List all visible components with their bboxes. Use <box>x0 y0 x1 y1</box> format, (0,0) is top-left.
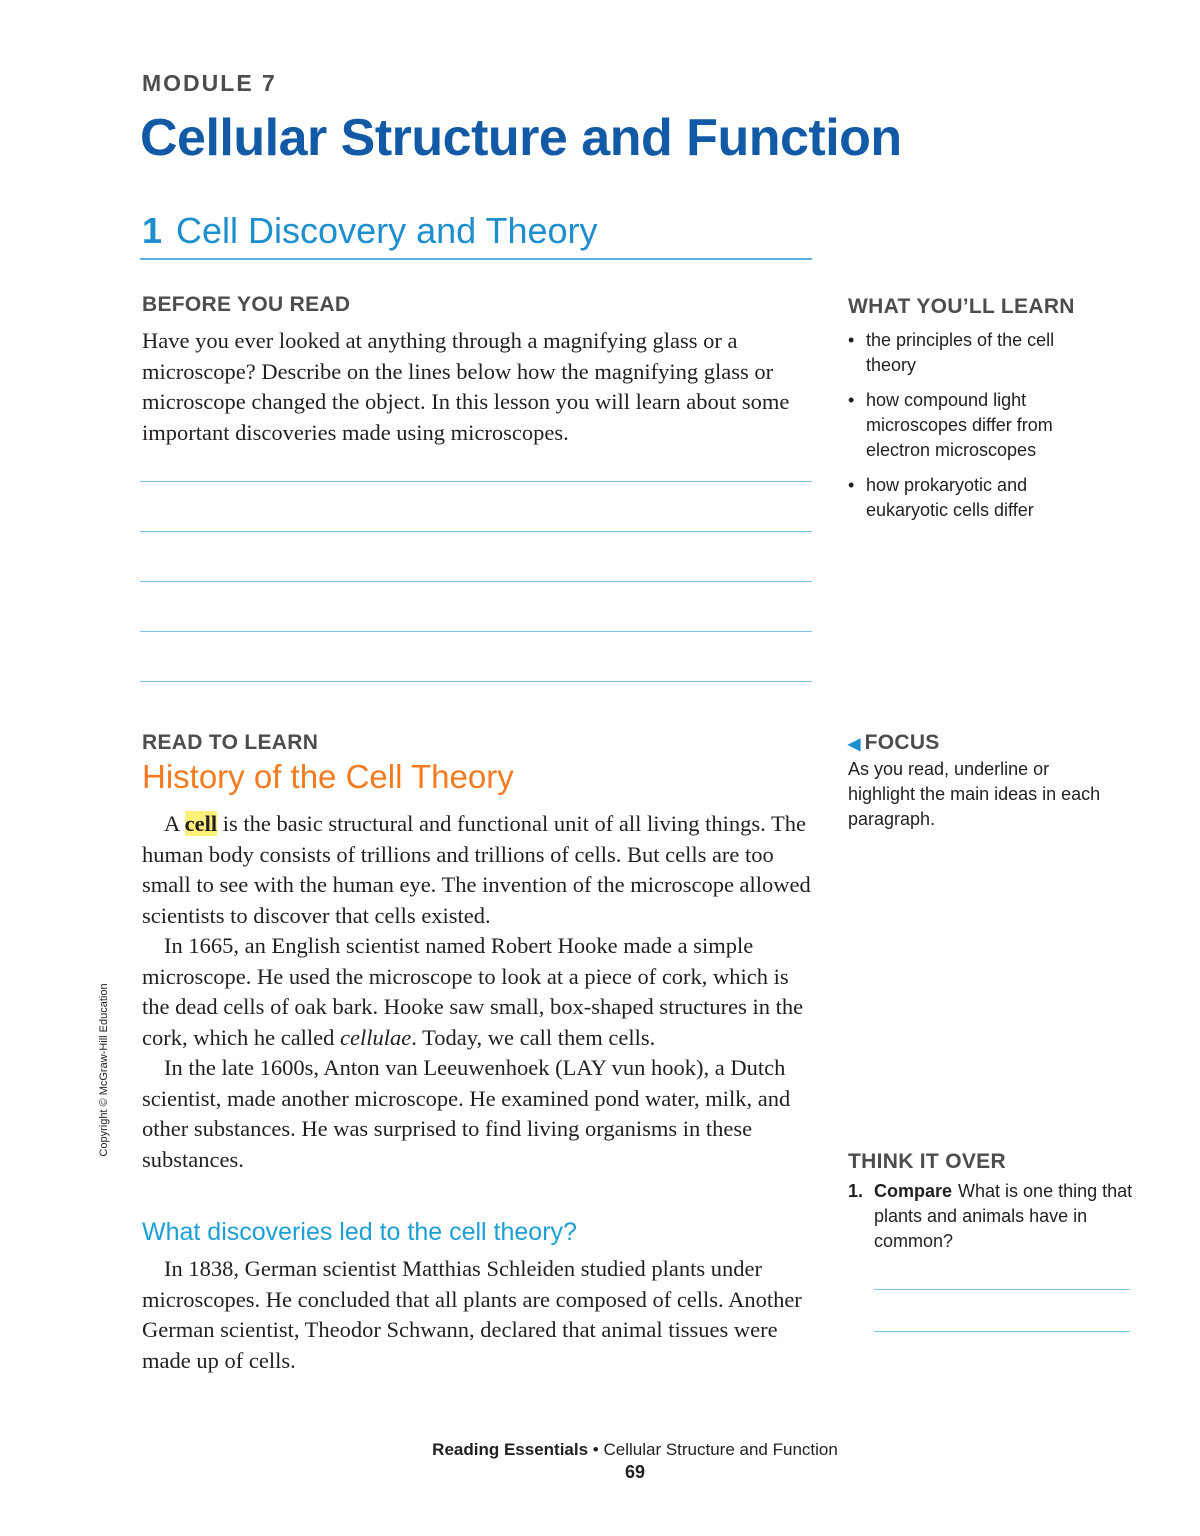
bullet-icon: • <box>848 330 855 350</box>
chapter-title: Cellular Structure and Function <box>603 1440 838 1459</box>
bullet-icon: • <box>848 390 855 410</box>
copyright-notice: Copyright © McGraw-Hill Education <box>98 983 110 1157</box>
focus-text: As you read, underline or highlight the main ideas in each paragraph. <box>848 759 1101 829</box>
bullet-icon: • <box>848 475 855 495</box>
answer-line[interactable] <box>140 631 812 632</box>
question-heading: What discoveries led to the cell theory? <box>142 1218 577 1246</box>
section-title: History of the Cell Theory <box>142 758 514 795</box>
italic-term: cellulae <box>340 1024 412 1050</box>
left-triangle-icon: ◀ <box>848 736 861 753</box>
question-text: What is one thing that plants and animals have in common? <box>874 1181 1133 1251</box>
focus-heading: ◀ FOCUS <box>848 731 940 754</box>
read-to-learn-heading: READ TO LEARN <box>142 731 319 754</box>
module-label: MODULE 7 <box>142 70 277 96</box>
answer-line[interactable] <box>874 1331 1130 1332</box>
reading-body-2 <box>142 1254 814 1376</box>
answer-line[interactable] <box>140 531 812 532</box>
answer-line[interactable] <box>140 481 812 482</box>
answer-line[interactable] <box>140 681 812 682</box>
think-question <box>848 1179 1138 1254</box>
before-you-read-text: Have you ever looked at anything through a magnifying glass or a microscope? Describe on the lines below how the magnifying glass or microscope changed the object. In this lesson you will learn about some important discoveries made using microscopes. <box>142 328 790 445</box>
footer-separator: • <box>588 1440 604 1459</box>
think-it-over-heading: THINK IT OVER <box>848 1150 1006 1173</box>
vocabulary-term: cell <box>184 811 218 836</box>
paragraph: A cell is the basic structural and functional unit of all living things. The human body consists of trillions and trillions of cells. But cells are too small to see with the human eye. The invention of the microscope allowed scientists to discover that cells existed. <box>142 811 811 928</box>
lesson-title <box>142 210 598 252</box>
list-item: • how prokaryotic and eukaryotic cells differ <box>848 475 1034 520</box>
book-title: Reading Essentials <box>432 1440 589 1459</box>
list-item: • the principles of the cell theory <box>848 330 1055 375</box>
paragraph: In 1665, an English scientist named Robert Hooke made a simple microscope. He used the microscope to look at a piece of cork, which is the dead cells of oak bark. Hooke saw small, box-shaped structures in the cork, which he called cellulae. Today, we call them cells. <box>142 933 804 1050</box>
question-keyword: Compare <box>874 1181 953 1201</box>
footer <box>0 1440 1200 1460</box>
answer-line[interactable] <box>140 581 812 582</box>
paragraph: In 1838, German scientist Matthias Schleiden studied plants under microscopes. He concluded that all plants are composed of cells. Another German scientist, Theodor Schwann, declared that animal tissues were made up of cells. <box>142 1256 802 1373</box>
reading-body <box>142 809 814 1175</box>
what-youll-learn-heading: WHAT YOU’LL LEARN <box>848 295 1075 318</box>
question-number: 1. <box>848 1181 864 1201</box>
learning-goals-list <box>848 328 1108 533</box>
lesson-title-text: Cell Discovery and Theory <box>176 210 598 251</box>
list-item: • how compound light microscopes differ from electron microscopes <box>848 390 1053 460</box>
lesson-divider <box>140 258 812 260</box>
answer-line[interactable] <box>874 1289 1130 1290</box>
paragraph: In the late 1600s, Anton van Leeuwenhoek (LAY vun hook), a Dutch scientist, made another microscope. He examined pond water, milk, and other substances. He was surprised to find living organisms in these substances. <box>142 1055 791 1172</box>
page-title: Cellular Structure and Function <box>140 109 902 167</box>
lesson-number: 1 <box>142 210 163 251</box>
page-number: 69 <box>624 1462 646 1482</box>
before-you-read-heading: BEFORE YOU READ <box>142 293 351 316</box>
